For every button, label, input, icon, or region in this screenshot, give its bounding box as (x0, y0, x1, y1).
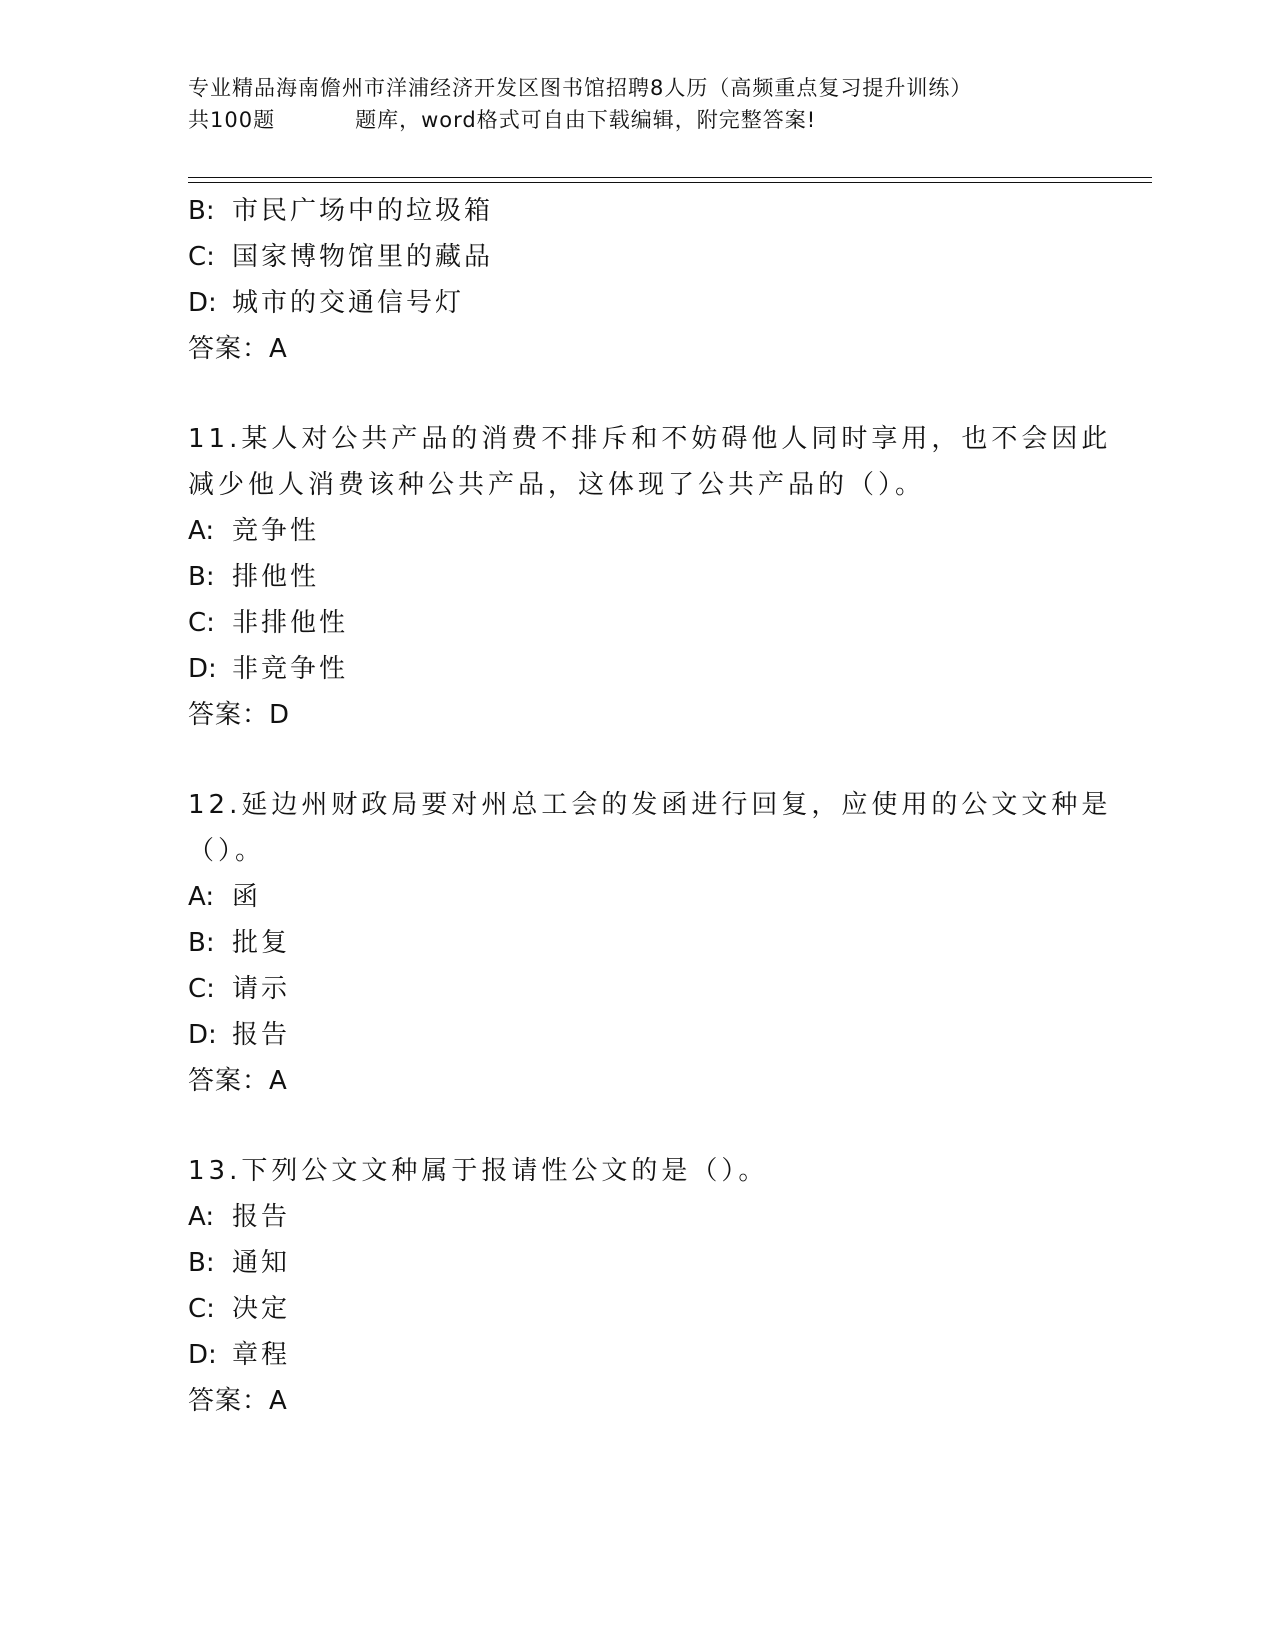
option-letter: C: (188, 974, 215, 1004)
header-title-line: 专业精品海南儋州市洋浦经济开发区图书馆招聘8人历（高频重点复习提升训练） (188, 76, 973, 100)
option-letter: B: (188, 562, 215, 592)
question-text-line: 减少他人消费该种公共产品，这体现了公共产品的（）。 (188, 470, 926, 500)
question-block-continued (188, 188, 1088, 372)
option-b (188, 1240, 1088, 1286)
option-text: 非竞争性 (232, 654, 349, 684)
option-letter: C: (188, 608, 215, 638)
header-divider-bottom (188, 182, 1152, 183)
option-d (188, 646, 1088, 692)
question-text-line: 11.某人对公共产品的消费不排斥和不妨碍他人同时享用，也不会因此 (188, 424, 1112, 454)
option-letter: B: (188, 1248, 215, 1278)
option-letter: C: (188, 1294, 215, 1324)
option-letter: B: (188, 928, 215, 958)
option-c (188, 600, 1088, 646)
answer-line: 答案：D (188, 700, 291, 730)
option-text: 非排他性 (232, 608, 349, 638)
option-text: 批复 (232, 928, 291, 958)
option-text: 函 (232, 882, 262, 912)
option-c (188, 234, 1088, 280)
answer-line: 答案：A (188, 1386, 288, 1416)
option-text: 决定 (232, 1294, 291, 1324)
question-content (188, 188, 1112, 1424)
option-letter: A: (188, 1202, 215, 1232)
header-question-count: 共100题 (188, 108, 276, 132)
option-text: 竞争性 (232, 516, 320, 546)
option-letter: C: (188, 242, 215, 272)
option-text: 国家博物馆里的藏品 (232, 242, 494, 272)
question-text-line: 13.下列公文文种属于报请性公文的是（）。 (188, 1156, 769, 1186)
option-text: 报告 (232, 1020, 291, 1050)
document-header (188, 72, 1108, 136)
option-d (188, 1012, 1088, 1058)
option-text: 排他性 (232, 562, 320, 592)
option-d (188, 280, 1088, 326)
question-block-13 (188, 1148, 1088, 1424)
option-a (188, 874, 1088, 920)
option-text: 通知 (232, 1248, 291, 1278)
option-letter: D: (188, 1340, 217, 1370)
option-b (188, 554, 1088, 600)
option-b (188, 188, 1088, 234)
header-description: 题库，word格式可自由下载编辑，附完整答案! (355, 108, 817, 132)
option-letter: D: (188, 654, 217, 684)
answer-line: 答案：A (188, 334, 288, 364)
option-d (188, 1332, 1088, 1378)
option-text: 章程 (232, 1340, 291, 1370)
option-text: 报告 (232, 1202, 291, 1232)
option-letter: A: (188, 882, 215, 912)
header-subtitle-line (188, 104, 1108, 136)
option-letter: A: (188, 516, 215, 546)
option-a (188, 1194, 1088, 1240)
option-text: 请示 (232, 974, 291, 1004)
question-text-line: （）。 (188, 836, 266, 866)
option-letter: D: (188, 1020, 217, 1050)
option-text: 城市的交通信号灯 (232, 288, 465, 318)
option-c (188, 1286, 1088, 1332)
question-text-line: 12.延边州财政局要对州总工会的发函进行回复，应使用的公文文种是 (188, 790, 1112, 820)
option-letter: B: (188, 196, 215, 226)
question-block-12 (188, 782, 1112, 1104)
option-text: 市民广场中的垃圾箱 (232, 196, 494, 226)
question-block-11 (188, 416, 1112, 738)
option-a (188, 508, 1088, 554)
option-letter: D: (188, 288, 217, 318)
option-b (188, 920, 1088, 966)
option-c (188, 966, 1088, 1012)
header-divider-top (188, 177, 1152, 178)
answer-line: 答案：A (188, 1066, 288, 1096)
